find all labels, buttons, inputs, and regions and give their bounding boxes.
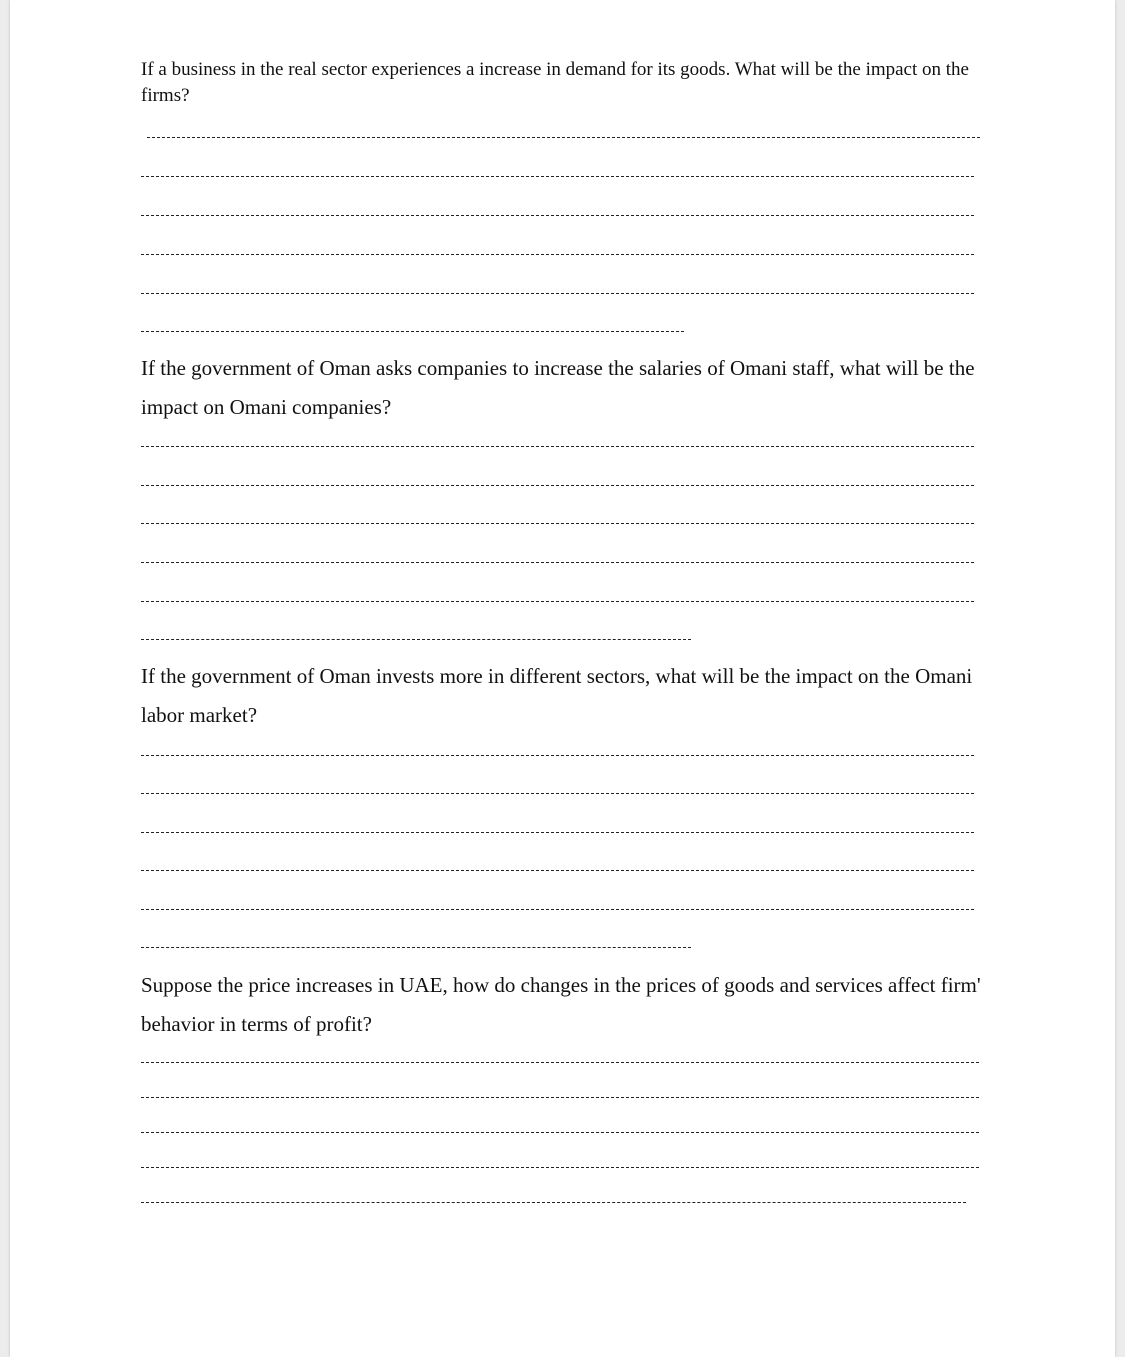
answer-line [141, 485, 974, 486]
answer-line [141, 1167, 979, 1168]
answer-line [141, 1097, 979, 1098]
question-4-text: Suppose the price increases in UAE, how do changes in the prices of goods and services affect firm' behavior in terms of profit? [141, 973, 981, 1036]
answer-line [141, 331, 684, 332]
answer-line [141, 215, 974, 216]
answer-line [141, 755, 974, 756]
answer-line [141, 523, 974, 524]
answer-line [141, 601, 974, 602]
answer-line [147, 137, 980, 138]
answer-line [141, 639, 691, 640]
answer-line [141, 793, 974, 794]
answer-line [141, 832, 974, 833]
answer-line [141, 909, 974, 910]
question-2-text: If the government of Oman asks companies to increase the salaries of Omani staff, what will be the impact on Omani companies? [141, 356, 975, 419]
answer-line [141, 176, 974, 177]
answer-line [141, 870, 974, 871]
answer-line [141, 293, 974, 294]
question-1-text: If a business in the real sector experiences a increase in demand for its goods. What will be the impact on the firms? [141, 59, 969, 106]
document-page [10, 0, 1115, 1357]
answer-line [141, 562, 974, 563]
question-3-text: If the government of Oman invests more in different sectors, what will be the impact on the Omani labor market? [141, 664, 973, 727]
answer-line [141, 1132, 979, 1133]
answer-line [141, 947, 691, 948]
answer-line [141, 254, 974, 255]
answer-line [141, 446, 974, 447]
answer-line [141, 1062, 979, 1063]
answer-line [141, 1202, 966, 1203]
